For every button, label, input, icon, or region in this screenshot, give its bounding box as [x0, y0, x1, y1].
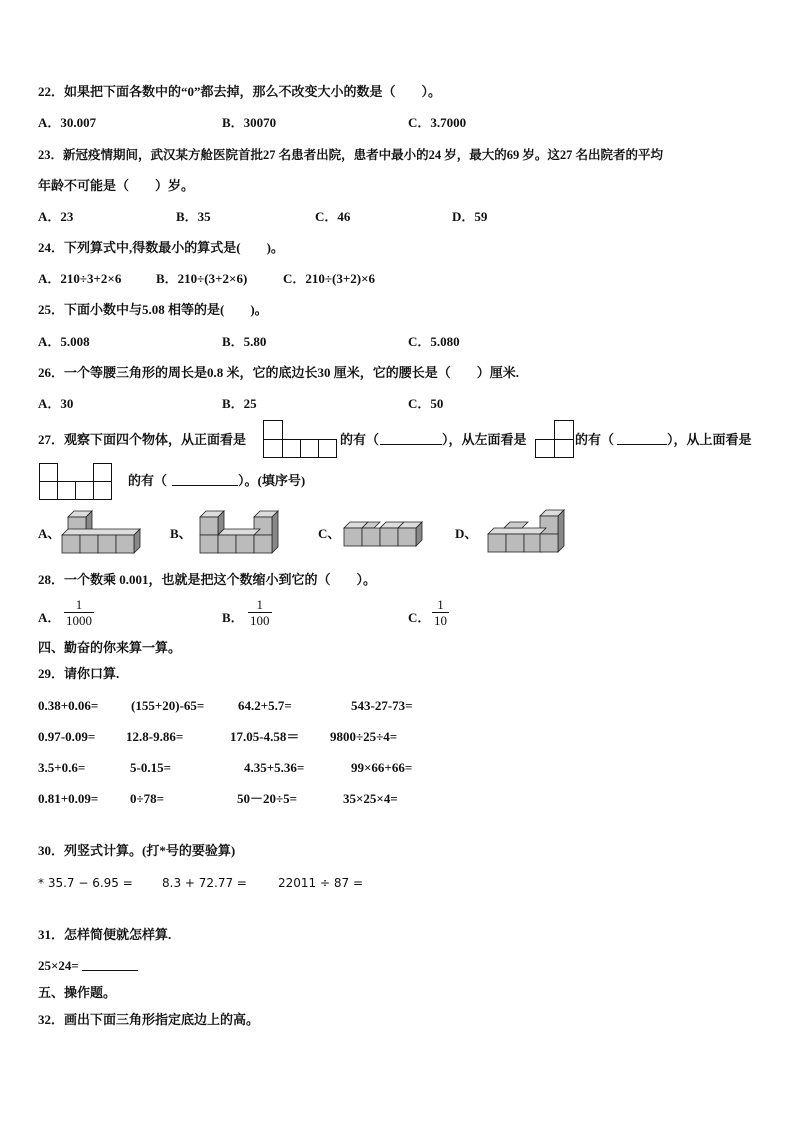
q27-stem-part3: ），从左面看是 — [442, 432, 527, 447]
q27-answer-blank-3[interactable] — [172, 473, 238, 486]
q26-option-c: C．50 — [408, 396, 444, 411]
q28-fraction-c-denominator: 10 — [434, 613, 447, 628]
q25-option-c: C．5.080 — [408, 334, 460, 349]
q30-stem: 30．列竖式计算。(打*号的要验算) — [38, 843, 236, 858]
q27-stem-part1: 27．观察下面四个物体，从正面看是 — [38, 432, 247, 447]
q30-item-3: 22011 ÷ 87 = — [278, 876, 363, 890]
q28-fraction-c — [432, 597, 449, 628]
solid-c-figure — [340, 514, 432, 554]
q28-fraction-a-denominator: 1000 — [66, 613, 92, 628]
q28-fraction-b-numerator: 1 — [248, 597, 272, 613]
q28-fraction-b — [248, 597, 272, 628]
q29-r1c2: (155+20)-65= — [131, 698, 205, 713]
q25-option-b: B．5.80 — [222, 334, 267, 349]
q27-answer-blank-1[interactable] — [380, 432, 442, 445]
q27-stem-part5: ），从上面看是 — [667, 432, 752, 447]
q29-r1c3: 64.2+5.7= — [238, 698, 292, 713]
q29-r3c1: 3.5+0.6= — [38, 760, 86, 775]
q29-r2c3: 17.05-4.58＝ — [230, 729, 300, 744]
q29-r3c3: 4.35+5.36= — [244, 760, 305, 775]
q27-option-c: C、 — [318, 526, 341, 541]
section-5-heading: 五、操作题。 — [38, 985, 117, 1000]
q28-fraction-a — [64, 597, 94, 628]
q29-stem: 29．请你口算. — [38, 666, 120, 681]
q30-item-2: 8.3 + 72.77 = — [162, 876, 247, 890]
q27-stem-part7: ）。(填序号) — [238, 473, 306, 488]
q32-stem: 32．画出下面三角形指定底边上的高。 — [38, 1012, 260, 1027]
q28-fraction-a-numerator: 1 — [64, 597, 94, 613]
solid-a-figure — [58, 505, 144, 559]
q29-r1c4: 543-27-73= — [351, 698, 413, 713]
q24-option-c: C．210÷(3+2)×6 — [283, 271, 375, 286]
q23-option-b: B．35 — [176, 209, 211, 224]
q22-option-b: B．30070 — [222, 115, 277, 130]
q29-r4c3: 50－20÷5= — [237, 791, 298, 806]
q31-answer-blank[interactable] — [82, 958, 138, 971]
q24-option-b: B．210÷(3+2×6) — [156, 271, 248, 286]
q24-option-a: A．210÷3+2×6 — [38, 271, 122, 286]
q27-option-b: B、 — [170, 526, 192, 541]
q30-item-1: * 35.7 − 6.95 = — [38, 876, 133, 890]
q27-option-a: A、 — [38, 526, 61, 541]
q22-stem: 22．如果把下面各数中的“0”都去掉，那么不改变大小的数是（ ）。 — [38, 84, 442, 99]
q27-option-d: D、 — [455, 526, 478, 541]
q29-r1c1: 0.38+0.06= — [38, 698, 99, 713]
q23-stem-line2: 年龄不可能是（ ）岁。 — [38, 178, 195, 193]
solid-b-figure — [194, 507, 286, 559]
q29-r4c4: 35×25×4= — [343, 791, 398, 806]
q31-stem: 31．怎样简便就怎样算. — [38, 927, 172, 942]
q28-option-a: A． — [38, 610, 61, 625]
q23-option-a: A．23 — [38, 209, 74, 224]
q29-r2c2: 12.8-9.86= — [126, 729, 184, 744]
q25-option-a: A．5.008 — [38, 334, 90, 349]
q26-option-a: A．30 — [38, 396, 74, 411]
q29-r2c4: 9800÷25÷4= — [330, 729, 398, 744]
q29-r3c4: 99×66+66= — [351, 760, 413, 775]
solid-d-figure — [484, 506, 576, 558]
q25-stem: 25．下面小数中与5.08 相等的是( )。 — [38, 302, 268, 317]
q28-fraction-c-numerator: 1 — [432, 597, 449, 613]
q24-stem: 24．下列算式中,得数最小的算式是( )。 — [38, 240, 284, 255]
q26-option-b: B．25 — [222, 396, 257, 411]
q29-r4c2: 0÷78= — [130, 791, 165, 806]
q31-expression: 25×24= — [38, 958, 79, 973]
q28-stem: 28．一个数乘 0.001，也就是把这个数缩小到它的（ ）。 — [38, 572, 377, 587]
q27-stem-part4: 的有（ — [575, 432, 615, 447]
q29-r4c1: 0.81+0.09= — [38, 791, 99, 806]
q23-option-c: C．46 — [315, 209, 351, 224]
q28-option-b: B． — [222, 610, 244, 625]
q27-stem-part2: 的有（ — [340, 432, 380, 447]
q28-option-c: C． — [408, 610, 431, 625]
q22-option-c: C．3.7000 — [408, 115, 467, 130]
q28-fraction-b-denominator: 100 — [250, 613, 270, 628]
q27-answer-blank-2[interactable] — [617, 432, 667, 445]
q23-option-d: D．59 — [452, 209, 488, 224]
q22-option-a: A．30.007 — [38, 115, 97, 130]
q29-r2c1: 0.97-0.09= — [38, 729, 96, 744]
q29-r3c2: 5-0.15= — [130, 760, 171, 775]
section-4-heading: 四、勤奋的你来算一算。 — [38, 640, 182, 655]
q26-stem: 26．一个等腰三角形的周长是0.8 米，它的底边长30 厘米，它的腰长是（ ）厘米. — [38, 365, 520, 380]
q23-stem-line1: 23．新冠疫情期间，武汉某方舱医院首批27 名患者出院，患者中最小的24 岁，最大的69 岁。这27 名出院者的平均 — [38, 148, 664, 162]
q27-stem-part6: 的有（ — [128, 473, 168, 488]
